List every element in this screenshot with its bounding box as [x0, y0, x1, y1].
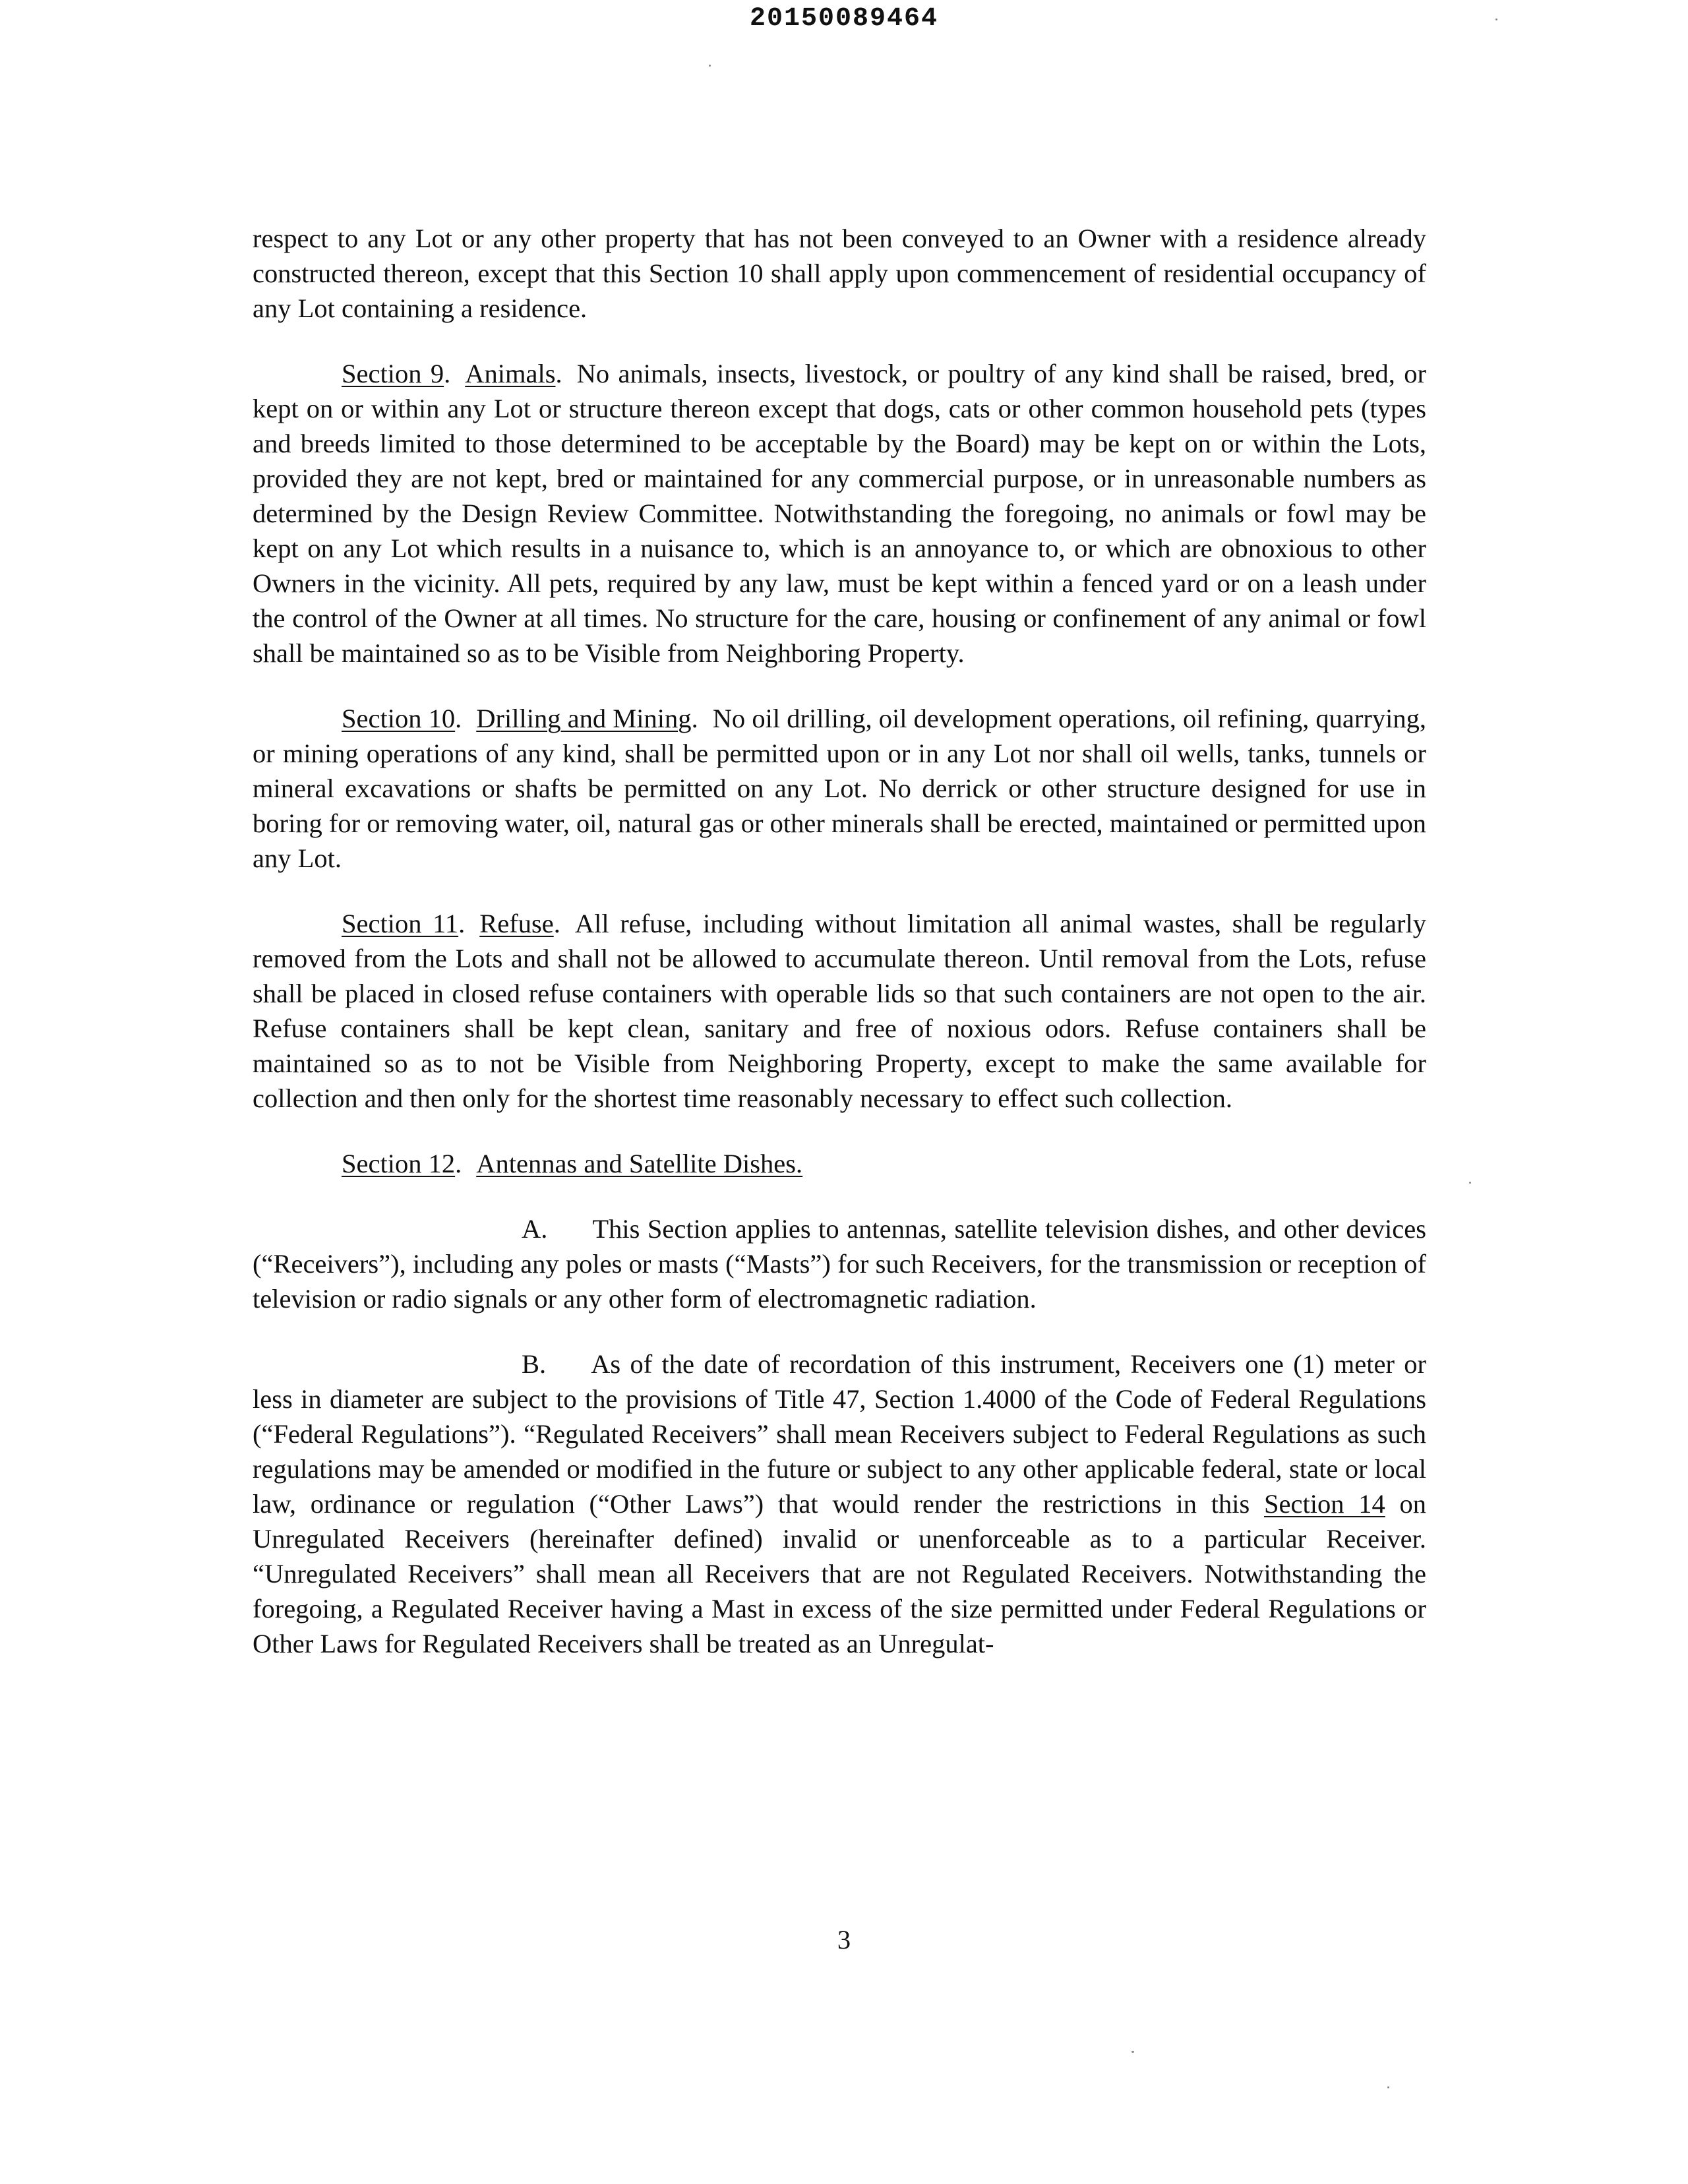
section-12a-label: A. [522, 1214, 548, 1244]
section-12-heading: Section 12. Antennas and Satellite Dishes. [342, 1149, 803, 1178]
scan-speck [1469, 1182, 1471, 1184]
section-12b-text-before: As of the date of recordation of this instrument, Receivers one (1) meter or less in diameter are subject to the provisions of Title 47, Section 1.4000 of the Code of Federal Regulations (“Federal Regulations”). “Regulated Receivers” shall mean Receivers subject to Federal Regulations as such regulations may be amended or modified in the future or subject to any other applicable federal, state or local law, ordinance or regulation (“Other Laws”) that would render the restrictions in this [253, 1349, 1426, 1519]
section-12b-section-ref: Section 14 [1264, 1489, 1385, 1519]
section-10-paragraph: Section 10. Drilling and Mining. No oil drilling, oil development operations, oil refining, quarrying, or mining operations of any kind, shall be permitted upon or in any Lot nor shall oil wells, tanks, tunnels or mineral excavations or shafts be permitted on any Lot. No derrick or other structure designed for use in boring for or removing water, oil, natural gas or other minerals shall be erected, maintained or permitted upon any Lot. [253, 704, 1426, 873]
document-number: 20150089464 [749, 4, 939, 34]
scan-speck [1131, 2051, 1134, 2053]
section-12a-text: This Section applies to antennas, satellite television dishes, and other devices (“Receivers”), including any poles or masts (“Masts”) for such Receivers, for the transmission or reception of television or radio signals or any other form of electromagnetic radiation. [253, 1214, 1426, 1314]
section-11-number: Section 11 [342, 909, 459, 938]
section-12a-paragraph [253, 1211, 1426, 1316]
section-9-paragraph: Section 9. Animals. No animals, insects, livestock, or poultry of any kind shall be raised, bred, or kept on or within any Lot or structure thereon except that dogs, cats or other common household pets (types and breeds limited to those determined to be acceptable by the Board) may be kept on or within the Lots, provided they are not kept, bred or maintained for any commercial purpose, or in unreasonable numbers as determined by the Design Review Committee. Notwithstanding the foregoing, no animals or fowl may be kept on any Lot which results in a nuisance to, which is an annoyance to, or which are obnoxious to other Owners in the vicinity. All pets, required by any law, must be kept within a fenced yard or on a leash under the control of the Owner at all times. No structure for the care, housing or confinement of any animal or fowl shall be maintained so as to be Visible from Neighboring Property. [253, 359, 1426, 668]
section-10-number: Section 10 [342, 704, 456, 733]
paragraph-continuation: respect to any Lot or any other property that has not been conveyed to an Owner with a residence already constructed thereon, except that this Section 10 shall apply upon commencement of residential occupancy of any Lot containing a residence. [253, 224, 1426, 323]
section-12-number: Section 12 [342, 1149, 456, 1178]
section-12-title: Antennas and Satellite Dishes. [476, 1149, 803, 1178]
section-11-text: All refuse, including without limitation all animal wastes, shall be regularly removed from the Lots and shall not be allowed to accumulate thereon. Until removal from the Lots, refuse shall be placed in closed refuse containers with operable lids so that such containers are not open to the air. Refuse containers shall be kept clean, sanitary and free of noxious odors. Refuse containers shall be maintained so as to not be Visible from Neighboring Property, except to make the same available for collection and then only for the shortest time reasonably necessary to effect such collection. [253, 909, 1426, 1113]
scan-speck [1495, 18, 1497, 20]
section-12b-label: B. [522, 1349, 547, 1379]
section-9-title: Animals [465, 359, 556, 388]
section-9-number: Section 9 [342, 359, 444, 388]
scan-speck [709, 65, 711, 67]
section-9-text: No animals, insects, livestock, or poultry of any kind shall be raised, bred, or kept on or within any Lot or structure thereon except that dogs, cats or other common household pets (types and breeds limited to those determined to be acceptable by the Board) may be kept on or within the Lots, provided they are not kept, bred or maintained for any commercial purpose, or in unreasonable numbers as determined by the Design Review Committee. Notwithstanding the foregoing, no animals or fowl may be kept on any Lot which results in a nuisance to, which is an annoyance to, or which are obnoxious to other Owners in the vicinity. All pets, required by any law, must be kept within a fenced yard or on a leash under the control of the Owner at all times. No structure for the care, housing or confinement of any animal or fowl shall be maintained so as to be Visible from Neighboring Property. [253, 359, 1426, 668]
section-11-paragraph: Section 11. Refuse. All refuse, including without limitation all animal wastes, shall be regularly removed from the Lots and shall not be allowed to accumulate thereon. Until removal from the Lots, refuse shall be placed in closed refuse containers with operable lids so that such containers are not open to the air. Refuse containers shall be kept clean, sanitary and free of noxious odors. Refuse containers shall be maintained so as to not be Visible from Neighboring Property, except to make the same available for collection and then only for the shortest time reasonably necessary to effect such collection. [253, 909, 1426, 1113]
page-number: 3 [837, 1925, 851, 1955]
section-10-text: No oil drilling, oil development operations, oil refining, quarrying, or mining operations of any kind, shall be permitted upon or in any Lot nor shall oil wells, tanks, tunnels or mineral excavations or shafts be permitted on any Lot. No derrick or other structure designed for use in boring for or removing water, oil, natural gas or other minerals shall be erected, maintained or permitted upon any Lot. [253, 704, 1426, 873]
scan-speck [1387, 2086, 1389, 2088]
section-11-title: Refuse [479, 909, 554, 938]
section-10-title: Drilling and Mining [476, 704, 692, 733]
section-12b-text-after: on Unregulated Receivers (hereinafter defined) invalid or unenforceable as to a particular Receiver. “Unregulated Receivers” shall mean all Receivers that are not Regulated Receivers. Notwithstanding the foregoing, a Regulated Receiver having a Mast in excess of the size permitted under Federal Regulations or Other Laws for Regulated Receivers shall be treated as an Unregulat- [253, 1489, 1426, 1658]
section-12b-paragraph [253, 1347, 1426, 1661]
document-body [253, 221, 1426, 1691]
